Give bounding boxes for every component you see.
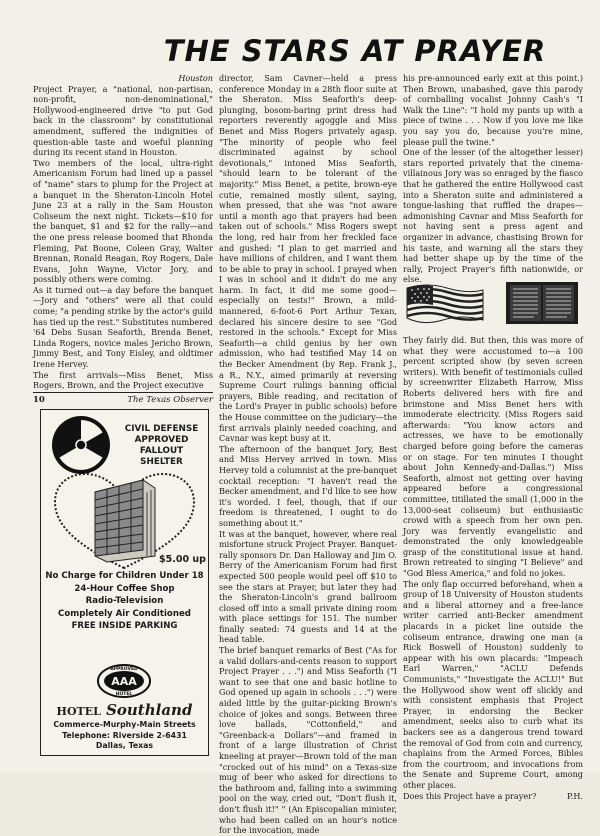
open-bible-illustration [504,278,580,328]
aaa-letters: AAA [111,675,137,688]
page-number: 10 [33,395,45,405]
civil-defense-text [119,424,204,468]
article-column-3-top: his pre-announced early exit at this point.) Then Brown, unabashed, gave this parody of cornballing vocalist Johnny Cash's "I Walk the Line": "I hold my pants up with a piece of twine . . . Now if you love me like you say you do, because you're mine, please pull the twine." One of the lesser (of the altogether lesser) stars reported privately that the cinema-villainous Jory was so enraged by the fiasco that he gathered the entire Hollywood cast into a Sheraton suite and administered a tongue-lashing that ruffled the drapes—admonishing Cavnar and Miss Seaforth for not having sent a press agent and organizer in advance, chastising Brown for his taste, and warning all the stars they had better shape up by the time of the rally, Project Prayer's fifth nationwide, or else. [403,73,583,285]
hotel-advertisement [40,409,209,756]
article-column-2: director, Sam Cavner—held a press conference Monday in a 28th floor suite at the Sheraton. Miss Seaforth's deep-plunging, bosom-baring print dress had reporters reverently agoggle and Miss Benet and Miss Rogers privately agasp. "The minority of people who feel discriminated against by school devotionals," intoned Miss Seaforth, "should learn to be tolerant of the majority." Miss Benet, a petite, brown-eye cutie, remained mostly silent, saying, when pressed, that she was "not aware until a month ago that prayers had been taken out of schools." Miss Rogers swept the long, red hair from her freckled face and gushed: "I plan to get married and have millions of children, and I want them to be able to pray in school. I prayed when I was in school and it didn't do me any harm. In fact, it did me some good—especially on tests!" Brown, a mild-mannered, 6-foot-6 Port Arthur Texan, declared his sincere desire to see "God restored in the schools." Except for Miss Seaforth—a child genius by her own admission, who had testified May 14 on the Becker Amendment (by Rep. Frank J., a R., N.Y., aimed primarily at reversing Supreme Court rulings banning official prayers, Bible reading, and recitation of the Lord's Prayer in public schools) before the House committee on the judiciary—the first arrivals plainly needed coaching, and Cavnar was kept busy at it. The afternoon of the banquet Jory, Best and Miss Hervey arrived in town. Miss Hervey told a columnist at the pre-banquet cocktail reception: "I haven't read the Becker amendment, and I'd like to see how it's worded. I feel, though, that if our freedom is threatened, I ought to do something about it." It was at the banquet, however, where real misfortune struck Project Prayer. Banquet-rally sponsors Dr. Dan Halloway and Jim O. Berry of the Americanism Forum had first expected 500 people would peel off $10 to see the stars at Prayer, but later they had the Sheraton-Lincoln's grand ballroom closed off into a small private dining room with place settings for 151. The number finally seated: 74 guests and 14 at the head table. The brief banquet remarks of Best ("As for a valid dollars-and-cents reason to support Project Prayer . . .") and Miss Seaforth ("I want to see that one and basic hotline to God opened up again in schools . . .") were aided little by the guitar-picking Brown's choice of jokes and songs. Between three love ballads, "Cottonfield," and "Greenback-a Dollars"—and framed in front of a large illustration of Christ kneeling at prayer—Brown told of the man "crocked out of his mind" on a Texas-size mug of beer who asked for directions to the bathroom and, falling into a swimming pool on the way, cried out, "Don't flush it, don't flush it!" " (An Episcopalian minister, who had been called on an hour's notice for the invocation, made [219,73,397,836]
amenity-line: 24-Hour Coffee Shop [74,583,175,594]
hotel-brand: Southland [106,701,193,719]
address-city: Dallas, Texas [95,741,154,750]
amenity-line: Radio-Television [85,596,164,606]
amenity-line: No Charge for Children Under 18 [45,571,204,581]
article-column-1 [33,73,213,391]
civil-defense-label: CIVIL DEFENSE [124,424,199,434]
address-street: Commerce-Murphy-Main Streets [53,720,196,729]
aaa-approved-logo [96,663,152,699]
fallout-shelter-icon [52,416,110,474]
aaa-approved-text: APPROVED [110,667,138,672]
address-phone: Telephone: Riverside 2-6431 [62,730,187,740]
amenities-list [41,570,208,633]
page-footer [33,392,213,407]
amenity-line: Completely Air Conditioned [58,608,191,619]
dateline: Houston [178,73,213,83]
article-column-3-bottom [403,335,583,801]
aaa-hotel-text: HOTEL [115,692,133,697]
approved-label: APPROVED [134,435,189,445]
american-flag-illustration [403,278,485,326]
amenity-line: FREE INSIDE PARKING [71,621,178,631]
publication-name: The Texas Observer [127,395,213,405]
column-1-text: Project Prayer, a "national, non-partisan, non-profit, non-denominational," Hollywood-engineered drive "to put God back in the classroom" by constitutional amendment, suffered the indignities of question-able taste and woeful planning during its recent stand in Houston. Two members of the local, ultra-right Americanism Forum had lined up a passel of "name" stars to plump for the Project at a banquet in the Sheraton-Lincoln Hotel June 23 at a rally in the Sam Houston Coliseum the next night. Tickets—$10 for the banquet, $1 and $2 for the rally—and the one press release boomed that Rhonda Fleming, Pat Boone, Coleen Gray, Walter Brennan, Ronald Reagan, Roy Rogers, Dale Evans, John Wayne, Victor Jory, and possibly others were coming. As it turned out—a day before the banquet—Jory and "others" were all that could come; "a pending strike by the actor's guild has tied up the rest." Substitutes numbered '64 Debs Susan Seaforth, Brenda Benet, Linda Rogers, novice males Jericho Brown, Jimmy Best, and Tony Eisley, and oldtimer Irene Hervey. The first arrivals—Miss Benet, Miss Rogers, Brown, and the Project executive [33,83,213,391]
room-rate: $5.00 up [159,554,206,565]
signature: P.H. [566,790,583,801]
headline: THE STARS AT PRAYER [163,34,547,68]
fallout-shelter-label: FALLOUT SHELTER [139,446,184,467]
hotel-word: HOTEL [56,705,101,718]
hotel-address [41,720,208,752]
hotel-name [41,701,208,719]
column-3-text: They fairly did. But then, this was more of what they were accustomed to—a 100 percent scripted show (by seven screen writers). With benefit of testimonials culled by screenwriter Elizabeth Harrow, Miss Roberts delivered hers with fire and brimstone and Miss Benet hers with immoderate electricity. (Miss Rogers said afterwards: "You know actors and actresses, we have to be emotionally charged before going before the cameras or on stage. For ten minutes I thought about John Kennedy-and-Dallas.") Miss Seaforth, almost not getting over having appeared before a congressional committee, titillated the small (1,000 in the 13,000-seat coliseum) but enthusiastic crowd with a speech from her own pen. Jory was fervently evangelistic and demonstrated the only knowledgeable grasp of the constitutional issue at hand. Brown retreated to singing "I Believe" and "God Bless America," and fold no jokes. The only flap occurred beforehand, when a group of 18 University of Houston students and a liberal attorney and a free-lance writer carried anti-Becker amendment placards in a picket line outside the coliseum entrance, drawing one man (a Rick Boswell of Houston) suddenly to appear with his own placards: "Impeach Earl Warren," "ACLU Defends Communists," "Investigate the ACLU!" But the Hollywood show went off slickly and with consistent emphasis that Project Prayer, in endorsing the Becker amendment, seeks also to curb what its backers see as a dangerous trend toward the removal of God from coin and currency, chaplains from the Armed Forces, Bibles from the courtroom, and invocations from the Senate and Supreme Court, among other places. Does this Project have a prayer? [403,335,583,801]
